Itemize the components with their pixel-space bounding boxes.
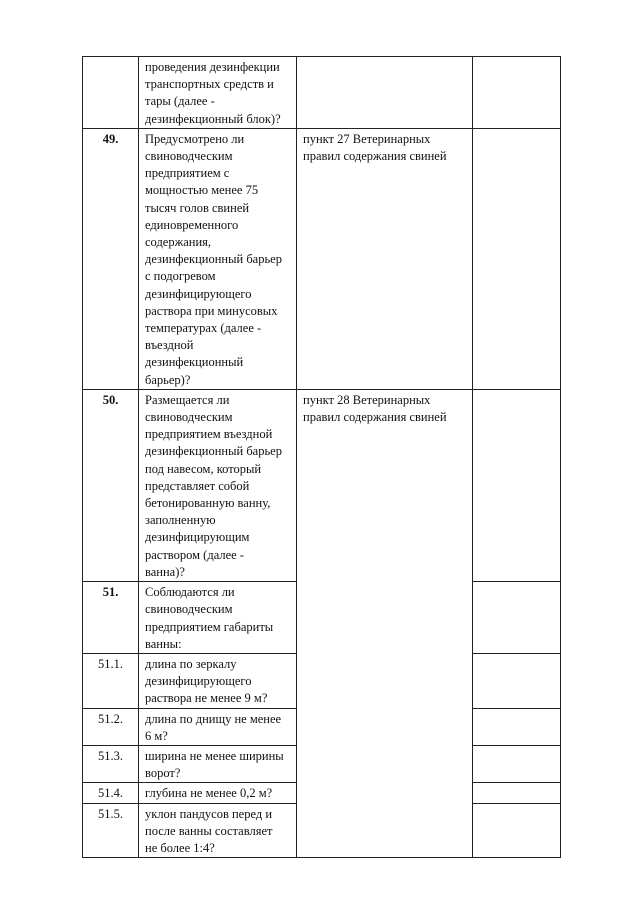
table-row — [83, 389, 561, 581]
item-number: 51.2. — [83, 708, 139, 745]
question-cell — [139, 803, 297, 858]
answer-cell — [473, 653, 561, 708]
question-cell — [139, 708, 297, 745]
question-cell — [139, 582, 297, 654]
question-text: уклон пандусов перед и после ванны составляет не более 1:4? — [145, 806, 273, 855]
table-row — [83, 57, 561, 129]
answer-cell — [473, 783, 561, 803]
item-number: 49. — [83, 128, 139, 389]
question-cell — [139, 745, 297, 782]
question-text: глубина не менее 0,2 м? — [145, 786, 273, 801]
answer-cell — [473, 389, 561, 581]
checklist-table — [82, 56, 561, 858]
reference-text: пункт 27 Ветеринарных правил содержания свиней — [303, 131, 447, 164]
question-text: Размещается ли свиноводческим предприятием въездной дезинфекционный барьер под навесом, который представляет собой бетонированную ванну, заполненную дезинфицирующим раствором (далее - ванна)? — [145, 392, 282, 579]
answer-cell — [473, 745, 561, 782]
item-number: 50. — [83, 389, 139, 581]
answer-cell — [473, 582, 561, 654]
question-cell — [139, 783, 297, 803]
item-number: 51.1. — [83, 653, 139, 708]
question-cell — [139, 653, 297, 708]
question-cell — [139, 57, 297, 129]
table-row — [83, 128, 561, 389]
reference-text: пункт 28 Ветеринарных правил содержания свиней — [303, 392, 447, 425]
question-text: длина по днищу не менее 6 м? — [145, 711, 282, 743]
question-text: проведения дезинфекции транспортных средств и тары (далее - дезинфекционный блок)? — [145, 60, 281, 126]
item-number — [83, 57, 139, 129]
question-text: ширина не менее ширины ворот? — [145, 748, 284, 781]
item-number: 51. — [83, 582, 139, 654]
question-cell — [139, 128, 297, 389]
item-number: 51.5. — [83, 803, 139, 858]
item-number: 51.4. — [83, 783, 139, 803]
answer-cell — [473, 803, 561, 858]
reference-cell — [297, 57, 473, 129]
question-text: длина по зеркалу дезинфицирующего раствора не менее 9 м? — [145, 656, 268, 706]
question-cell — [139, 389, 297, 581]
reference-cell — [297, 389, 473, 857]
answer-cell — [473, 708, 561, 745]
reference-cell — [297, 128, 473, 389]
item-number: 51.3. — [83, 745, 139, 782]
answer-cell — [473, 128, 561, 389]
answer-cell — [473, 57, 561, 129]
question-text: Соблюдаются ли свиноводческим предприятием габариты ванны: — [145, 585, 274, 651]
question-text: Предусмотрено ли свиноводческим предприятием с мощностью менее 75 тысяч голов свиней единовременного содержания, дезинфекционный барьер с подогревом дезинфицирующего раствора при минусовых температурах (далее - въездной дезинфекционный барьер)? — [145, 131, 282, 387]
